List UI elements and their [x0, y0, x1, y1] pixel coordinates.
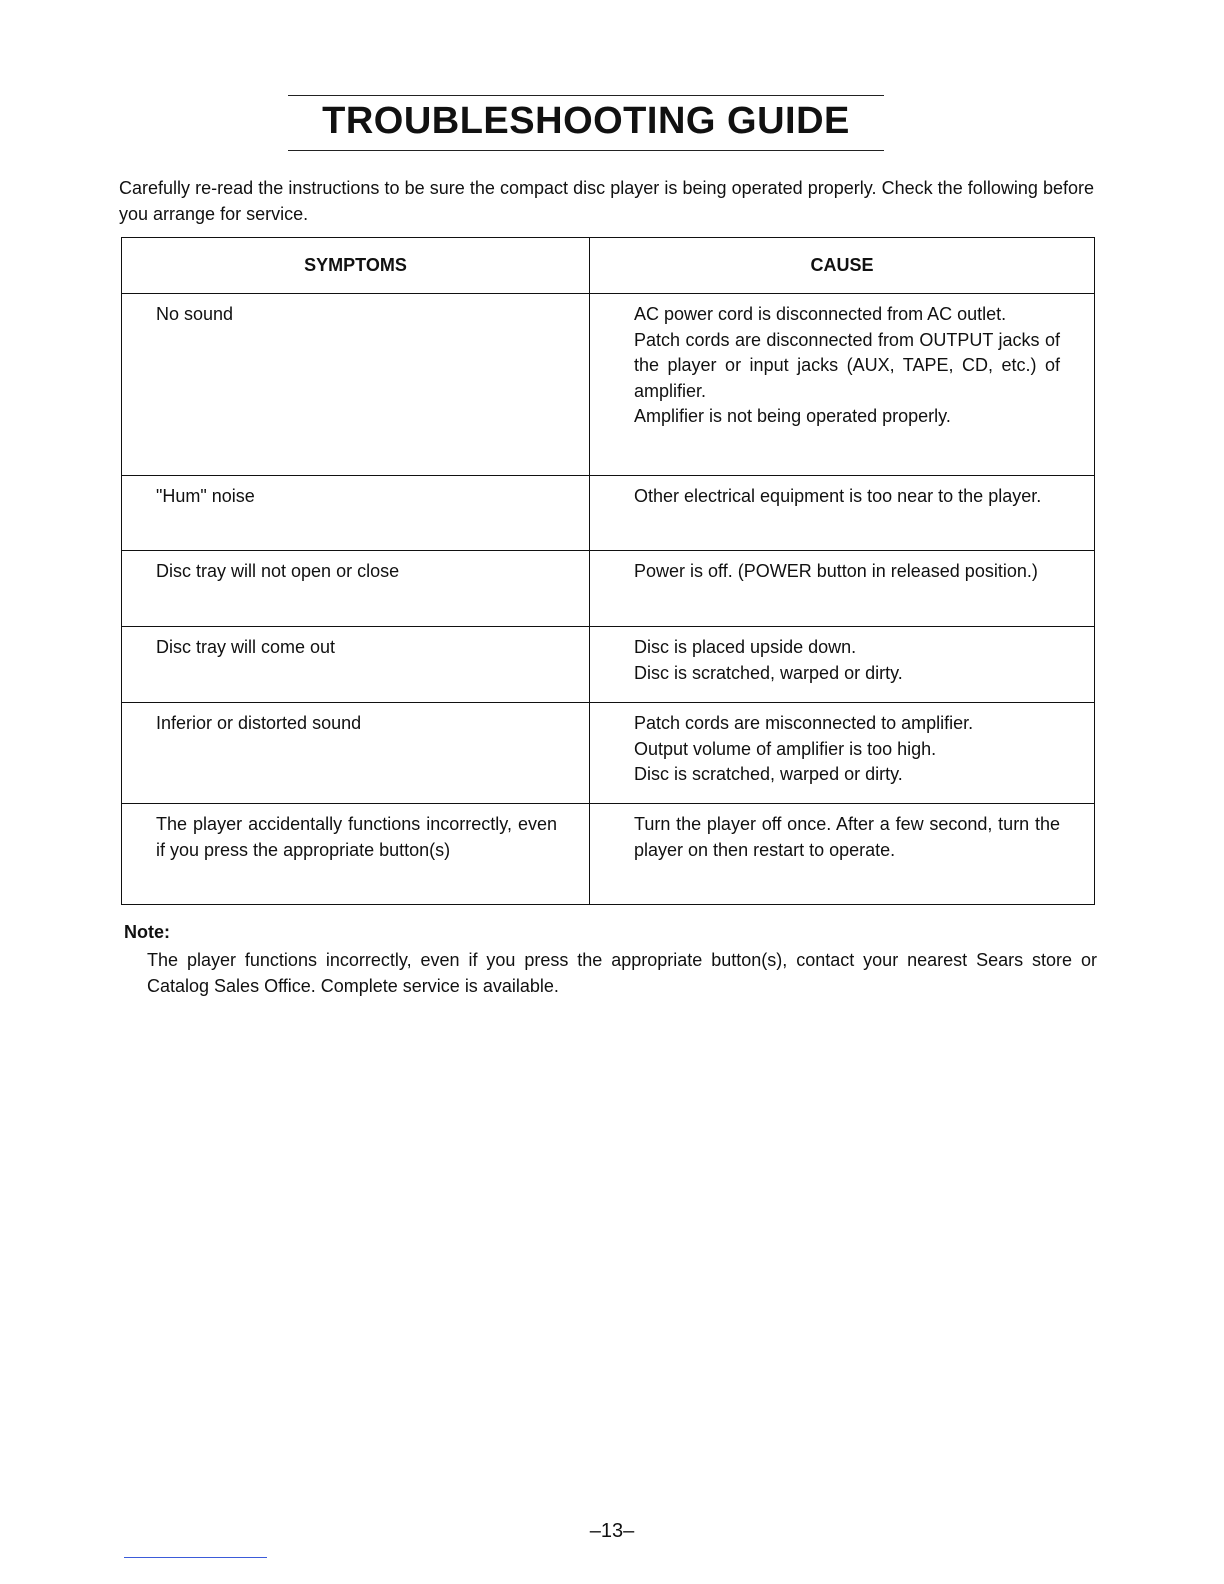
- cause-header: CAUSE: [590, 238, 1095, 294]
- cause-line: Amplifier is not being operated properly.: [634, 406, 951, 426]
- cause-line: Disc is placed upside down.: [634, 637, 857, 657]
- cause-cell: [590, 294, 1095, 476]
- cause-line: Power is off. (POWER button in released position.): [634, 561, 1038, 581]
- symptoms-header: SYMPTOMS: [122, 238, 590, 294]
- table-row: [122, 627, 1095, 703]
- table-row: [122, 551, 1095, 627]
- intro-paragraph: Carefully re-read the instructions to be sure the compact disc player is being operated properly. Check the following before you arrange for service.: [119, 178, 1094, 224]
- table-row: [122, 804, 1095, 905]
- symptom-cell: No sound: [122, 294, 590, 476]
- cause-line: Turn the player off once. After a few second, turn the player on then restart to operate.: [634, 814, 1060, 860]
- symptom-cell: Inferior or distorted sound: [122, 703, 590, 804]
- cause-line: Patch cords are misconnected to amplifier.: [634, 713, 974, 733]
- cause-line: Output volume of amplifier is too high.: [634, 738, 937, 759]
- cause-line: Disc is scratched, warped or dirty.: [634, 764, 903, 784]
- cause-cell: [590, 804, 1095, 905]
- symptom-cell: Disc tray will not open or close: [122, 551, 590, 627]
- table-row: [122, 476, 1095, 551]
- table-header-row: [122, 238, 1095, 294]
- note-heading: Note:: [124, 922, 170, 942]
- cause-cell: [590, 703, 1095, 804]
- symptom-cell: Disc tray will come out: [122, 627, 590, 703]
- note-body: The player functions incorrectly, even if you press the appropriate button(s), contact your nearest Sears store or Catalog Sales Office. Complete service is available.: [147, 950, 1097, 996]
- table-row: [122, 703, 1095, 804]
- cause-cell: [590, 627, 1095, 703]
- table-row: [122, 294, 1095, 476]
- title-rule-top: [288, 95, 884, 96]
- cause-line: Other electrical equipment is too near to the player.: [634, 486, 1042, 506]
- cause-line: Disc is scratched, warped or dirty.: [634, 662, 903, 683]
- page-number: –13–: [589, 1520, 635, 1542]
- page-title: TROUBLESHOOTING GUIDE: [322, 100, 850, 142]
- cause-cell: [590, 476, 1095, 551]
- symptom-cell: The player accidentally functions incorrectly, even if you press the appropriate button(s): [122, 804, 590, 905]
- footer-link-underline[interactable]: [124, 1557, 267, 1558]
- cause-line: Patch cords are disconnected from OUTPUT jacks of the player or input jacks (AUX, TAPE, CD, etc.) of amplifier.: [634, 329, 1060, 401]
- troubleshooting-table: [121, 237, 1095, 905]
- title-rule-bottom: [288, 150, 884, 151]
- symptom-cell: "Hum" noise: [122, 476, 590, 551]
- cause-line: AC power cord is disconnected from AC outlet.: [634, 304, 1007, 324]
- cause-cell: [590, 551, 1095, 627]
